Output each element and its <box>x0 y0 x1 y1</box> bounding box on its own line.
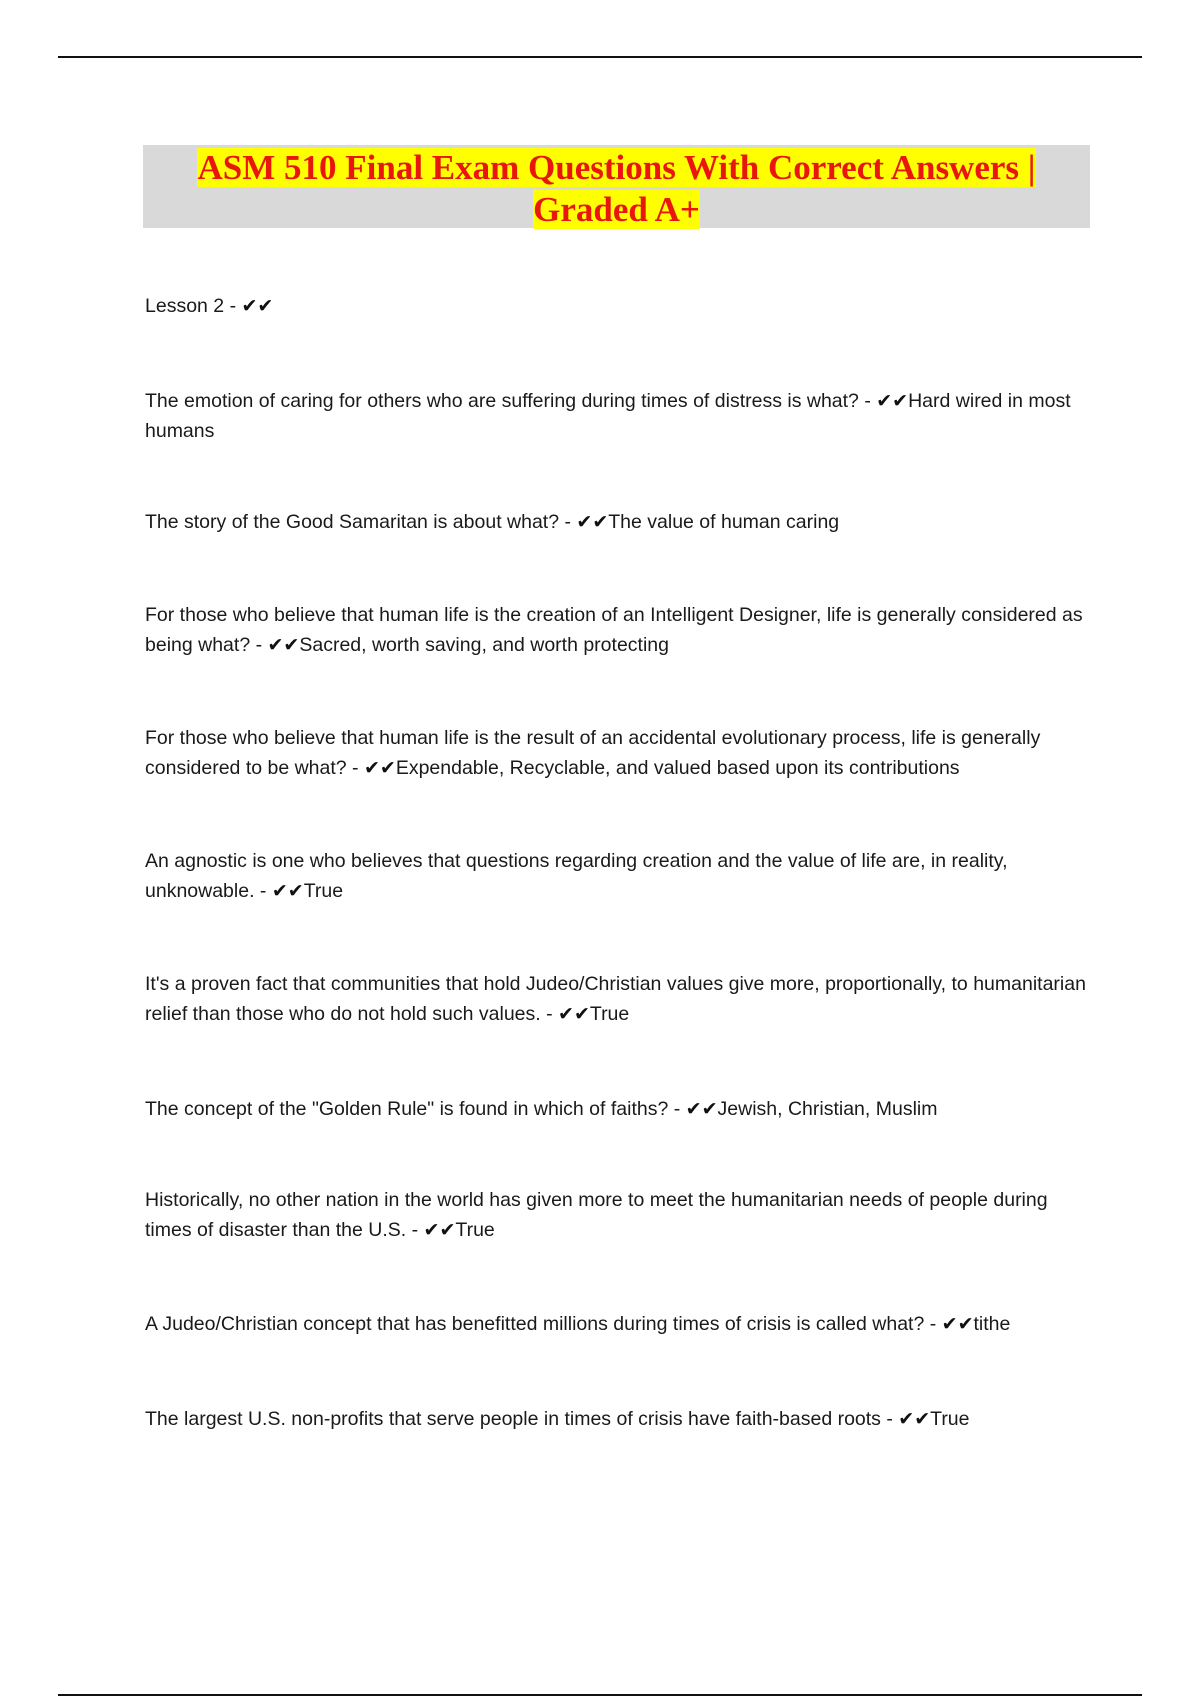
qa-item-9 <box>145 1309 1095 1339</box>
separator: - <box>540 1003 559 1025</box>
double-check-icon: ✔✔ <box>576 511 609 533</box>
qa-item-1 <box>145 386 1095 446</box>
qa-item-7 <box>145 1094 1095 1124</box>
question-text: For those who believe that human life is the result of an accidental evolutionary process, life is generally considered to be what? <box>145 727 1041 779</box>
question-text: The concept of the "Golden Rule" is found in which of faiths? <box>145 1098 669 1120</box>
answer-text: Sacred, worth saving, and worth protecting <box>299 634 669 656</box>
separator: - <box>224 295 242 317</box>
double-check-icon: ✔✔ <box>241 295 274 317</box>
bottom-rule <box>58 1694 1142 1696</box>
separator: - <box>254 880 272 902</box>
question-text: Historically, no other nation in the world has given more to meet the humanitarian needs of people during times of disaster than the U.S. <box>145 1189 1048 1241</box>
answer-text: True <box>303 880 344 902</box>
double-check-icon: ✔✔ <box>423 1219 456 1241</box>
separator: - <box>250 634 268 656</box>
separator: - <box>880 1408 899 1430</box>
question-text: The story of the Good Samaritan is about what? <box>145 511 560 533</box>
answer-text: Expendable, Recyclable, and valued based upon its contributions <box>395 757 960 779</box>
answer-text: The value of human caring <box>608 511 840 533</box>
qa-item-3 <box>145 600 1095 660</box>
title-banner <box>143 145 1090 228</box>
separator: - <box>858 390 877 412</box>
double-check-icon: ✔✔ <box>271 880 304 902</box>
question-text: For those who believe that human life is the creation of an Intelligent Designer, life is generally considered as being what? <box>145 604 1083 656</box>
answer-text: True <box>455 1219 495 1241</box>
question-text: An agnostic is one who believes that questions regarding creation and the value of life are, in reality, unknowable. <box>145 850 1008 902</box>
double-check-icon: ✔✔ <box>558 1003 590 1025</box>
qa-item-0 <box>145 291 1095 321</box>
qa-item-5 <box>145 846 1095 906</box>
qa-item-10 <box>145 1404 1095 1434</box>
double-check-icon: ✔✔ <box>685 1098 718 1120</box>
answer-text: tithe <box>973 1313 1011 1335</box>
qa-item-4 <box>145 723 1095 783</box>
double-check-icon: ✔✔ <box>941 1313 974 1335</box>
answer-text: Hard wired in most humans <box>145 390 1071 442</box>
question-text: The emotion of caring for others who are suffering during times of distress is what? <box>145 390 859 412</box>
answer-text: Jewish, Christian, Muslim <box>717 1098 938 1120</box>
document-title: ASM 510 Final Exam Questions With Correct Answers | Graded A+ <box>197 148 1036 229</box>
qa-item-2 <box>145 507 1095 537</box>
question-text: It's a proven fact that communities that hold Judeo/Christian values give more, proportionally, to humanitarian relief than those who do not hold such values. <box>145 973 1086 1025</box>
double-check-icon: ✔✔ <box>898 1408 931 1430</box>
question-text: Lesson 2 <box>145 295 225 317</box>
qa-item-8 <box>145 1185 1095 1245</box>
answer-text: True <box>930 1408 970 1430</box>
qa-item-6 <box>145 969 1095 1029</box>
separator: - <box>346 757 364 779</box>
separator: - <box>668 1098 686 1120</box>
double-check-icon: ✔✔ <box>267 634 300 656</box>
top-rule <box>58 56 1142 58</box>
double-check-icon: ✔✔ <box>876 390 909 412</box>
separator: - <box>406 1219 424 1241</box>
double-check-icon: ✔✔ <box>363 757 396 779</box>
answer-text: True <box>589 1003 630 1025</box>
question-text: A Judeo/Christian concept that has benefitted millions during times of crisis is called what? <box>145 1313 925 1335</box>
separator: - <box>559 511 577 533</box>
question-text: The largest U.S. non-profits that serve people in times of crisis have faith-based roots <box>145 1408 881 1430</box>
separator: - <box>924 1313 942 1335</box>
